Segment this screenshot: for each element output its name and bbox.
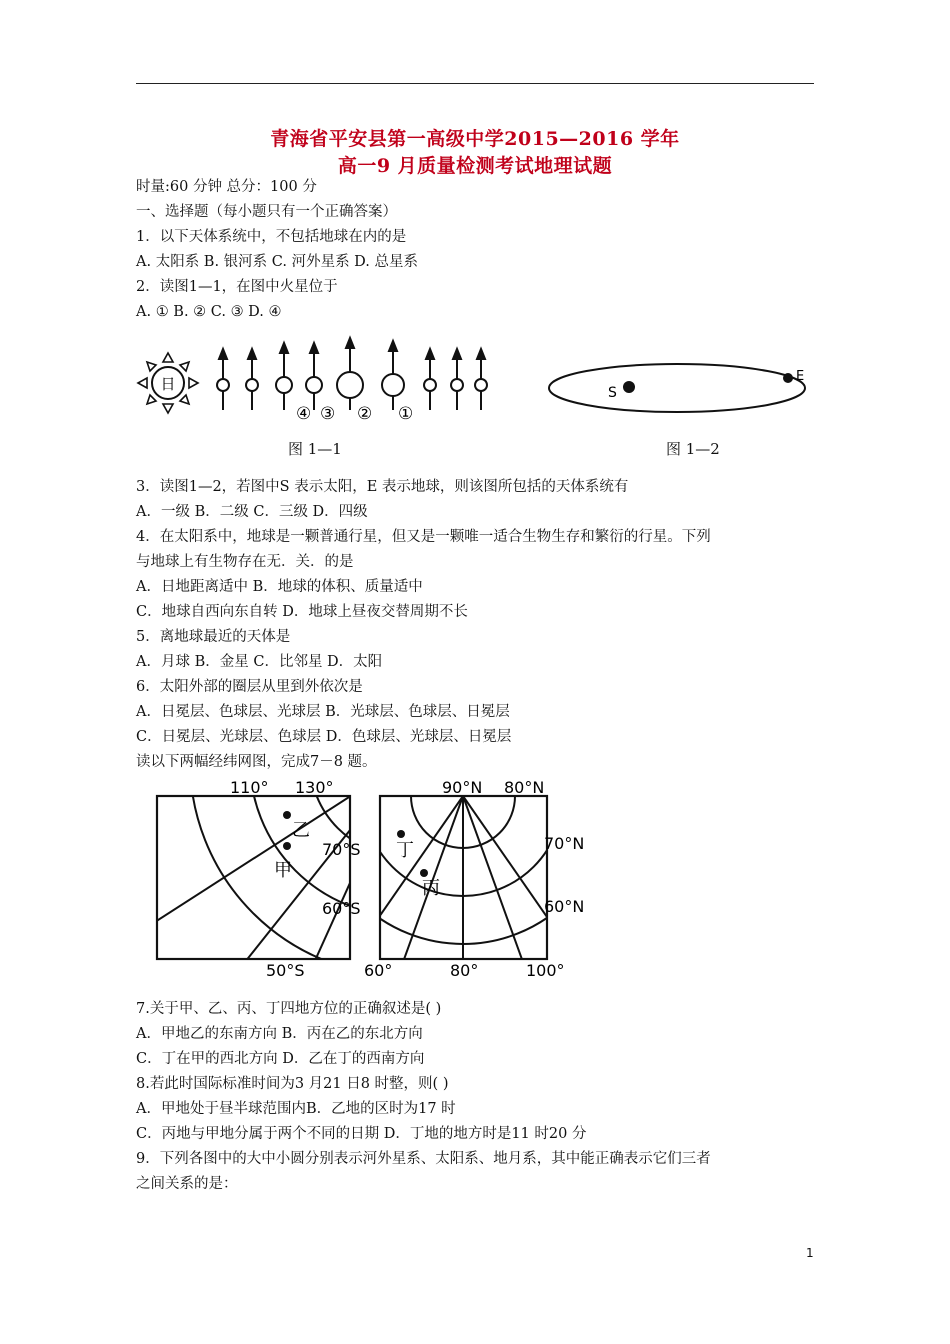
title-line-1: 青海省平安县第一高级中学2015—2016 学年 — [270, 128, 680, 150]
question-8-options-ab: A．甲地处于昼半球范围内B．乙地的区时为17 时 — [136, 1101, 456, 1117]
figure-1-1-caption: 图 1—1 — [288, 440, 342, 458]
question-1: 1．以下天体系统中，不包括地球在内的是 — [136, 229, 407, 245]
right-lon-100-label: 100° — [526, 961, 565, 980]
question-5-options: A．月球 B．金星 C．比邻星 D．太阳 — [136, 654, 383, 670]
right-lat-70n-label: 70°N — [544, 834, 585, 853]
map-northern-graticule — [358, 776, 598, 981]
exam-info: 时量:60 分钟 总分：100 分 — [136, 179, 317, 195]
figure-1-1-solar-system — [130, 335, 510, 435]
question-1-options: A. 太阳系 B. 银河系 C. 河外星系 D. 总星系 — [136, 254, 419, 270]
question-6-options-ab: A．日冕层、色球层、光球层 B．光球层、色球层、日冕层 — [136, 704, 510, 720]
question-9: 9．下列各图中的大中小圆分别表示河外星系、太阳系、地月系，其中能正确表示它们三者 — [136, 1151, 711, 1167]
question-9-cont: 之间关系的是： — [136, 1176, 238, 1192]
left-lat-70s-label: 70°S — [322, 840, 361, 859]
point-yi-label: 乙 — [292, 820, 310, 841]
question-7-options-cd: C．丁在甲的西北方向 D．乙在丁的西南方向 — [136, 1051, 425, 1067]
point-bing-label: 丙 — [422, 878, 440, 899]
right-lon-80n-label: 80°N — [504, 778, 545, 797]
right-lon-60-label: 60° — [364, 961, 393, 980]
question-7-options-ab: A．甲地乙的东南方向 B．丙在乙的东北方向 — [136, 1026, 423, 1042]
sun-icon — [138, 353, 198, 413]
top-rule — [136, 83, 814, 84]
section-heading: 一、选择题（每小题只有一个正确答案） — [136, 204, 397, 220]
planet-orbits — [217, 338, 487, 410]
question-8-options-cd: C．丙地与甲地分属于两个不同的日期 D．丁地的地方时是11 时20 分 — [136, 1126, 587, 1142]
question-8: 8.若此时国际标准时间为3 月21 日8 时整，则( ) — [136, 1076, 449, 1092]
orbit-ellipse — [549, 364, 805, 412]
maps-intro: 读以下两幅经纬网图，完成7－8 题。 — [136, 754, 377, 770]
question-5: 5．离地球最近的天体是 — [136, 629, 291, 645]
question-4: 4．在太阳系中，地球是一颗普通行星，但又是一颗唯一适合生物生存和繁衍的行星。下列 — [136, 529, 711, 545]
left-lat-50s-label: 50°S — [266, 961, 305, 980]
figure-1-2-caption: 图 1—2 — [666, 440, 720, 458]
position-4-label: ④ — [296, 404, 312, 424]
position-1-label: ① — [398, 404, 414, 424]
left-lat-60s-label: 60°S — [322, 899, 361, 918]
question-4-cont: 与地球上有生物存在无．关．的是 — [136, 554, 354, 570]
question-4-options-cd: C．地球自西向东自转 D．地球上昼夜交替周期不长 — [136, 604, 468, 620]
position-3-label: ③ — [320, 404, 336, 424]
right-lat-90n-label: 90°N — [442, 778, 483, 797]
question-2: 2．读图1—1，在图中火星位于 — [136, 279, 338, 295]
question-4-options-ab: A．日地距离适中 B．地球的体积、质量适中 — [136, 579, 423, 595]
earth-label-e: E — [796, 369, 805, 384]
left-lon-130-label: 130° — [295, 778, 334, 797]
point-ding-label: 丁 — [396, 840, 414, 861]
title-line-2: 高一9 月质量检测考试地理试题 — [337, 155, 613, 177]
question-3: 3．读图1—2，若图中S 表示太阳，E 表示地球，则该图所包括的天体系统有 — [136, 479, 629, 495]
question-6: 6．太阳外部的圈层从里到外依次是 — [136, 679, 363, 695]
question-2-options: A. ① B. ② C. ③ D. ④ — [136, 304, 282, 320]
right-lon-80-label: 80° — [450, 961, 479, 980]
earth-dot — [783, 373, 793, 383]
left-lon-110-label: 110° — [230, 778, 269, 797]
right-lat-60n-label: 60°N — [544, 897, 585, 916]
sun-label: 日 — [160, 375, 176, 393]
sun-dot — [623, 381, 635, 393]
question-6-options-cd: C．日冕层、光球层、色球层 D．色球层、光球层、日冕层 — [136, 729, 512, 745]
question-3-options: A．一级 B．二级 C．三级 D．四级 — [136, 504, 368, 520]
point-jia-label: 甲 — [274, 860, 292, 881]
question-7: 7.关于甲、乙、丙、丁四地方位的正确叙述是( ) — [136, 1001, 442, 1017]
sun-label-s: S — [608, 385, 617, 401]
figure-1-2-orbit — [540, 355, 815, 425]
page-number: 1 — [806, 1246, 814, 1260]
position-2-label: ② — [357, 404, 373, 424]
map-southern-graticule — [150, 776, 365, 981]
